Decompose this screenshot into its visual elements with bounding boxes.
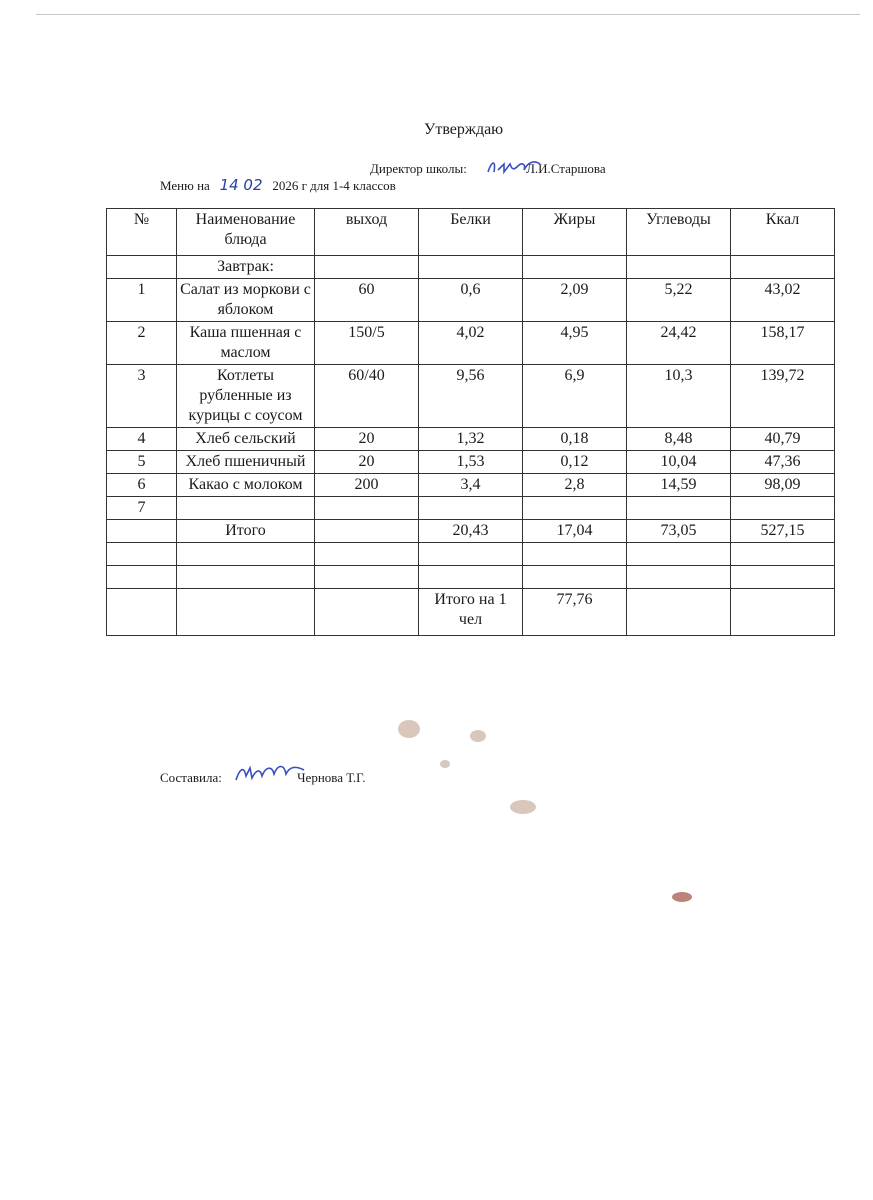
director-signature-icon bbox=[484, 154, 544, 180]
row-protein: 0,6 bbox=[419, 279, 523, 322]
row-name: Салат из моркови с яблоком bbox=[177, 279, 315, 322]
row-yield: 20 bbox=[315, 428, 419, 451]
row-kcal: 40,79 bbox=[731, 428, 835, 451]
paper-stain bbox=[470, 730, 486, 742]
row-name: Котлеты рубленные из курицы с соусом bbox=[177, 365, 315, 428]
row-num: 2 bbox=[107, 322, 177, 365]
paper-stain bbox=[672, 892, 692, 902]
composed-name: Чернова Т.Г. bbox=[297, 770, 366, 785]
col-num: № bbox=[107, 209, 177, 256]
table-row bbox=[107, 474, 835, 497]
row-carbs: 5,22 bbox=[627, 279, 731, 322]
row-name: Хлеб пшеничный bbox=[177, 451, 315, 474]
paper-stain bbox=[510, 800, 536, 814]
row-protein: 9,56 bbox=[419, 365, 523, 428]
row-num: 1 bbox=[107, 279, 177, 322]
row-name: Каша пшенная с маслом bbox=[177, 322, 315, 365]
row-protein: 3,4 bbox=[419, 474, 523, 497]
composer-signature-icon bbox=[232, 760, 308, 788]
row-yield: 150/5 bbox=[315, 322, 419, 365]
total-protein: 20,43 bbox=[419, 520, 523, 543]
total-kcal: 527,15 bbox=[731, 520, 835, 543]
total-fat: 17,04 bbox=[523, 520, 627, 543]
row-protein bbox=[419, 497, 523, 520]
table-row bbox=[107, 451, 835, 474]
row-carbs: 14,59 bbox=[627, 474, 731, 497]
table-row bbox=[107, 279, 835, 322]
menu-date-line bbox=[160, 176, 396, 194]
row-protein: 1,53 bbox=[419, 451, 523, 474]
row-protein: 4,02 bbox=[419, 322, 523, 365]
row-fat: 2,09 bbox=[523, 279, 627, 322]
row-carbs bbox=[627, 497, 731, 520]
menu-prefix: Меню на bbox=[160, 178, 210, 193]
approval-title: Утверждаю bbox=[424, 121, 504, 138]
row-num: 3 bbox=[107, 365, 177, 428]
col-name: Наименование блюда bbox=[177, 209, 315, 256]
row-kcal: 158,17 bbox=[731, 322, 835, 365]
row-fat: 4,95 bbox=[523, 322, 627, 365]
row-num: 4 bbox=[107, 428, 177, 451]
row-num: 7 bbox=[107, 497, 177, 520]
total-row bbox=[107, 520, 835, 543]
table-row bbox=[107, 365, 835, 428]
paper-stain bbox=[398, 720, 420, 738]
menu-suffix: 2026 г для 1-4 классов bbox=[272, 178, 396, 193]
col-fat: Жиры bbox=[523, 209, 627, 256]
table-row bbox=[107, 428, 835, 451]
row-carbs: 10,3 bbox=[627, 365, 731, 428]
per-person-value: 77,76 bbox=[523, 589, 627, 636]
col-carbs: Углеводы bbox=[627, 209, 731, 256]
table-row bbox=[107, 322, 835, 365]
director-name: Л.И.Старшова bbox=[526, 161, 606, 176]
row-yield: 200 bbox=[315, 474, 419, 497]
blank-row bbox=[107, 566, 835, 589]
row-fat: 0,18 bbox=[523, 428, 627, 451]
col-kcal: Ккал bbox=[731, 209, 835, 256]
col-protein: Белки bbox=[419, 209, 523, 256]
row-protein: 1,32 bbox=[419, 428, 523, 451]
row-name: Какао с молоком bbox=[177, 474, 315, 497]
row-name: Хлеб сельский bbox=[177, 428, 315, 451]
row-carbs: 24,42 bbox=[627, 322, 731, 365]
row-fat: 6,9 bbox=[523, 365, 627, 428]
row-fat: 0,12 bbox=[523, 451, 627, 474]
row-fat: 2,8 bbox=[523, 474, 627, 497]
row-num: 5 bbox=[107, 451, 177, 474]
row-num: 6 bbox=[107, 474, 177, 497]
row-yield: 60 bbox=[315, 279, 419, 322]
per-person-label: Итого на 1 чел bbox=[419, 589, 523, 636]
row-fat bbox=[523, 497, 627, 520]
row-kcal: 43,02 bbox=[731, 279, 835, 322]
header-row bbox=[107, 209, 835, 256]
scan-edge-line bbox=[36, 14, 860, 15]
section-label: Завтрак: bbox=[177, 256, 315, 279]
table-row bbox=[107, 497, 835, 520]
row-yield: 60/40 bbox=[315, 365, 419, 428]
row-name bbox=[177, 497, 315, 520]
row-yield: 20 bbox=[315, 451, 419, 474]
total-label: Итого bbox=[177, 520, 315, 543]
blank-row bbox=[107, 543, 835, 566]
col-yield: выход bbox=[315, 209, 419, 256]
row-kcal: 47,36 bbox=[731, 451, 835, 474]
row-kcal: 98,09 bbox=[731, 474, 835, 497]
menu-date: 14 02 bbox=[219, 176, 263, 194]
row-carbs: 8,48 bbox=[627, 428, 731, 451]
row-carbs: 10,04 bbox=[627, 451, 731, 474]
director-label: Директор школы: bbox=[370, 161, 467, 176]
row-yield bbox=[315, 497, 419, 520]
row-kcal: 139,72 bbox=[731, 365, 835, 428]
per-person-row bbox=[107, 589, 835, 636]
paper-stain bbox=[440, 760, 450, 768]
total-carbs: 73,05 bbox=[627, 520, 731, 543]
section-row bbox=[107, 256, 835, 279]
menu-table bbox=[106, 208, 835, 636]
composed-label: Составила: bbox=[160, 770, 222, 785]
row-kcal bbox=[731, 497, 835, 520]
